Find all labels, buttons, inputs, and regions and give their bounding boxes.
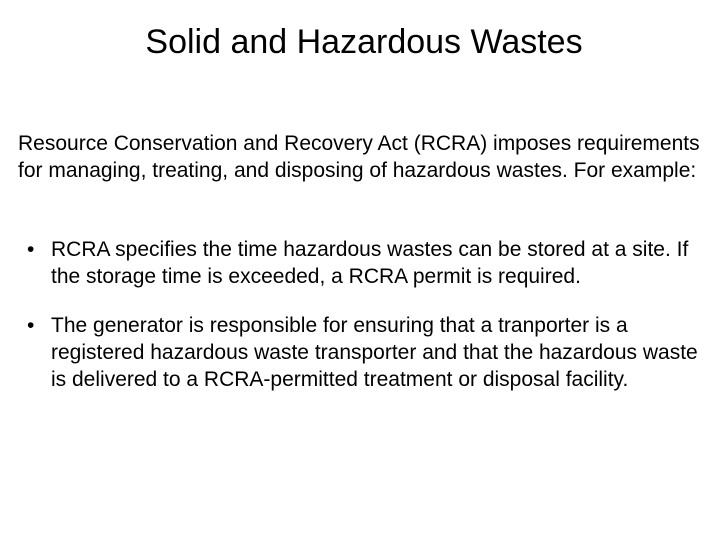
bullet-icon: • <box>27 238 35 261</box>
bullet-list <box>0 236 728 393</box>
bullet-text: RCRA specifies the time hazardous wastes can be stored at a site. If the storage time is exceeded, a RCRA permit is required. <box>51 238 689 288</box>
bullet-item <box>0 236 728 290</box>
bullet-icon: • <box>27 314 35 337</box>
bullet-item <box>0 312 728 393</box>
slide-title: Solid and Hazardous Wastes <box>145 23 583 61</box>
intro-paragraph: Resource Conservation and Recovery Act (RCRA) imposes requirements for managing, treating, and disposing of hazardous wastes. For example: <box>18 132 700 182</box>
bullet-text: The generator is responsible for ensuring that a tranporter is a registered hazardous waste transporter and that the hazardous waste is delivered to a RCRA-permitted treatment or disposal facility. <box>51 314 698 391</box>
